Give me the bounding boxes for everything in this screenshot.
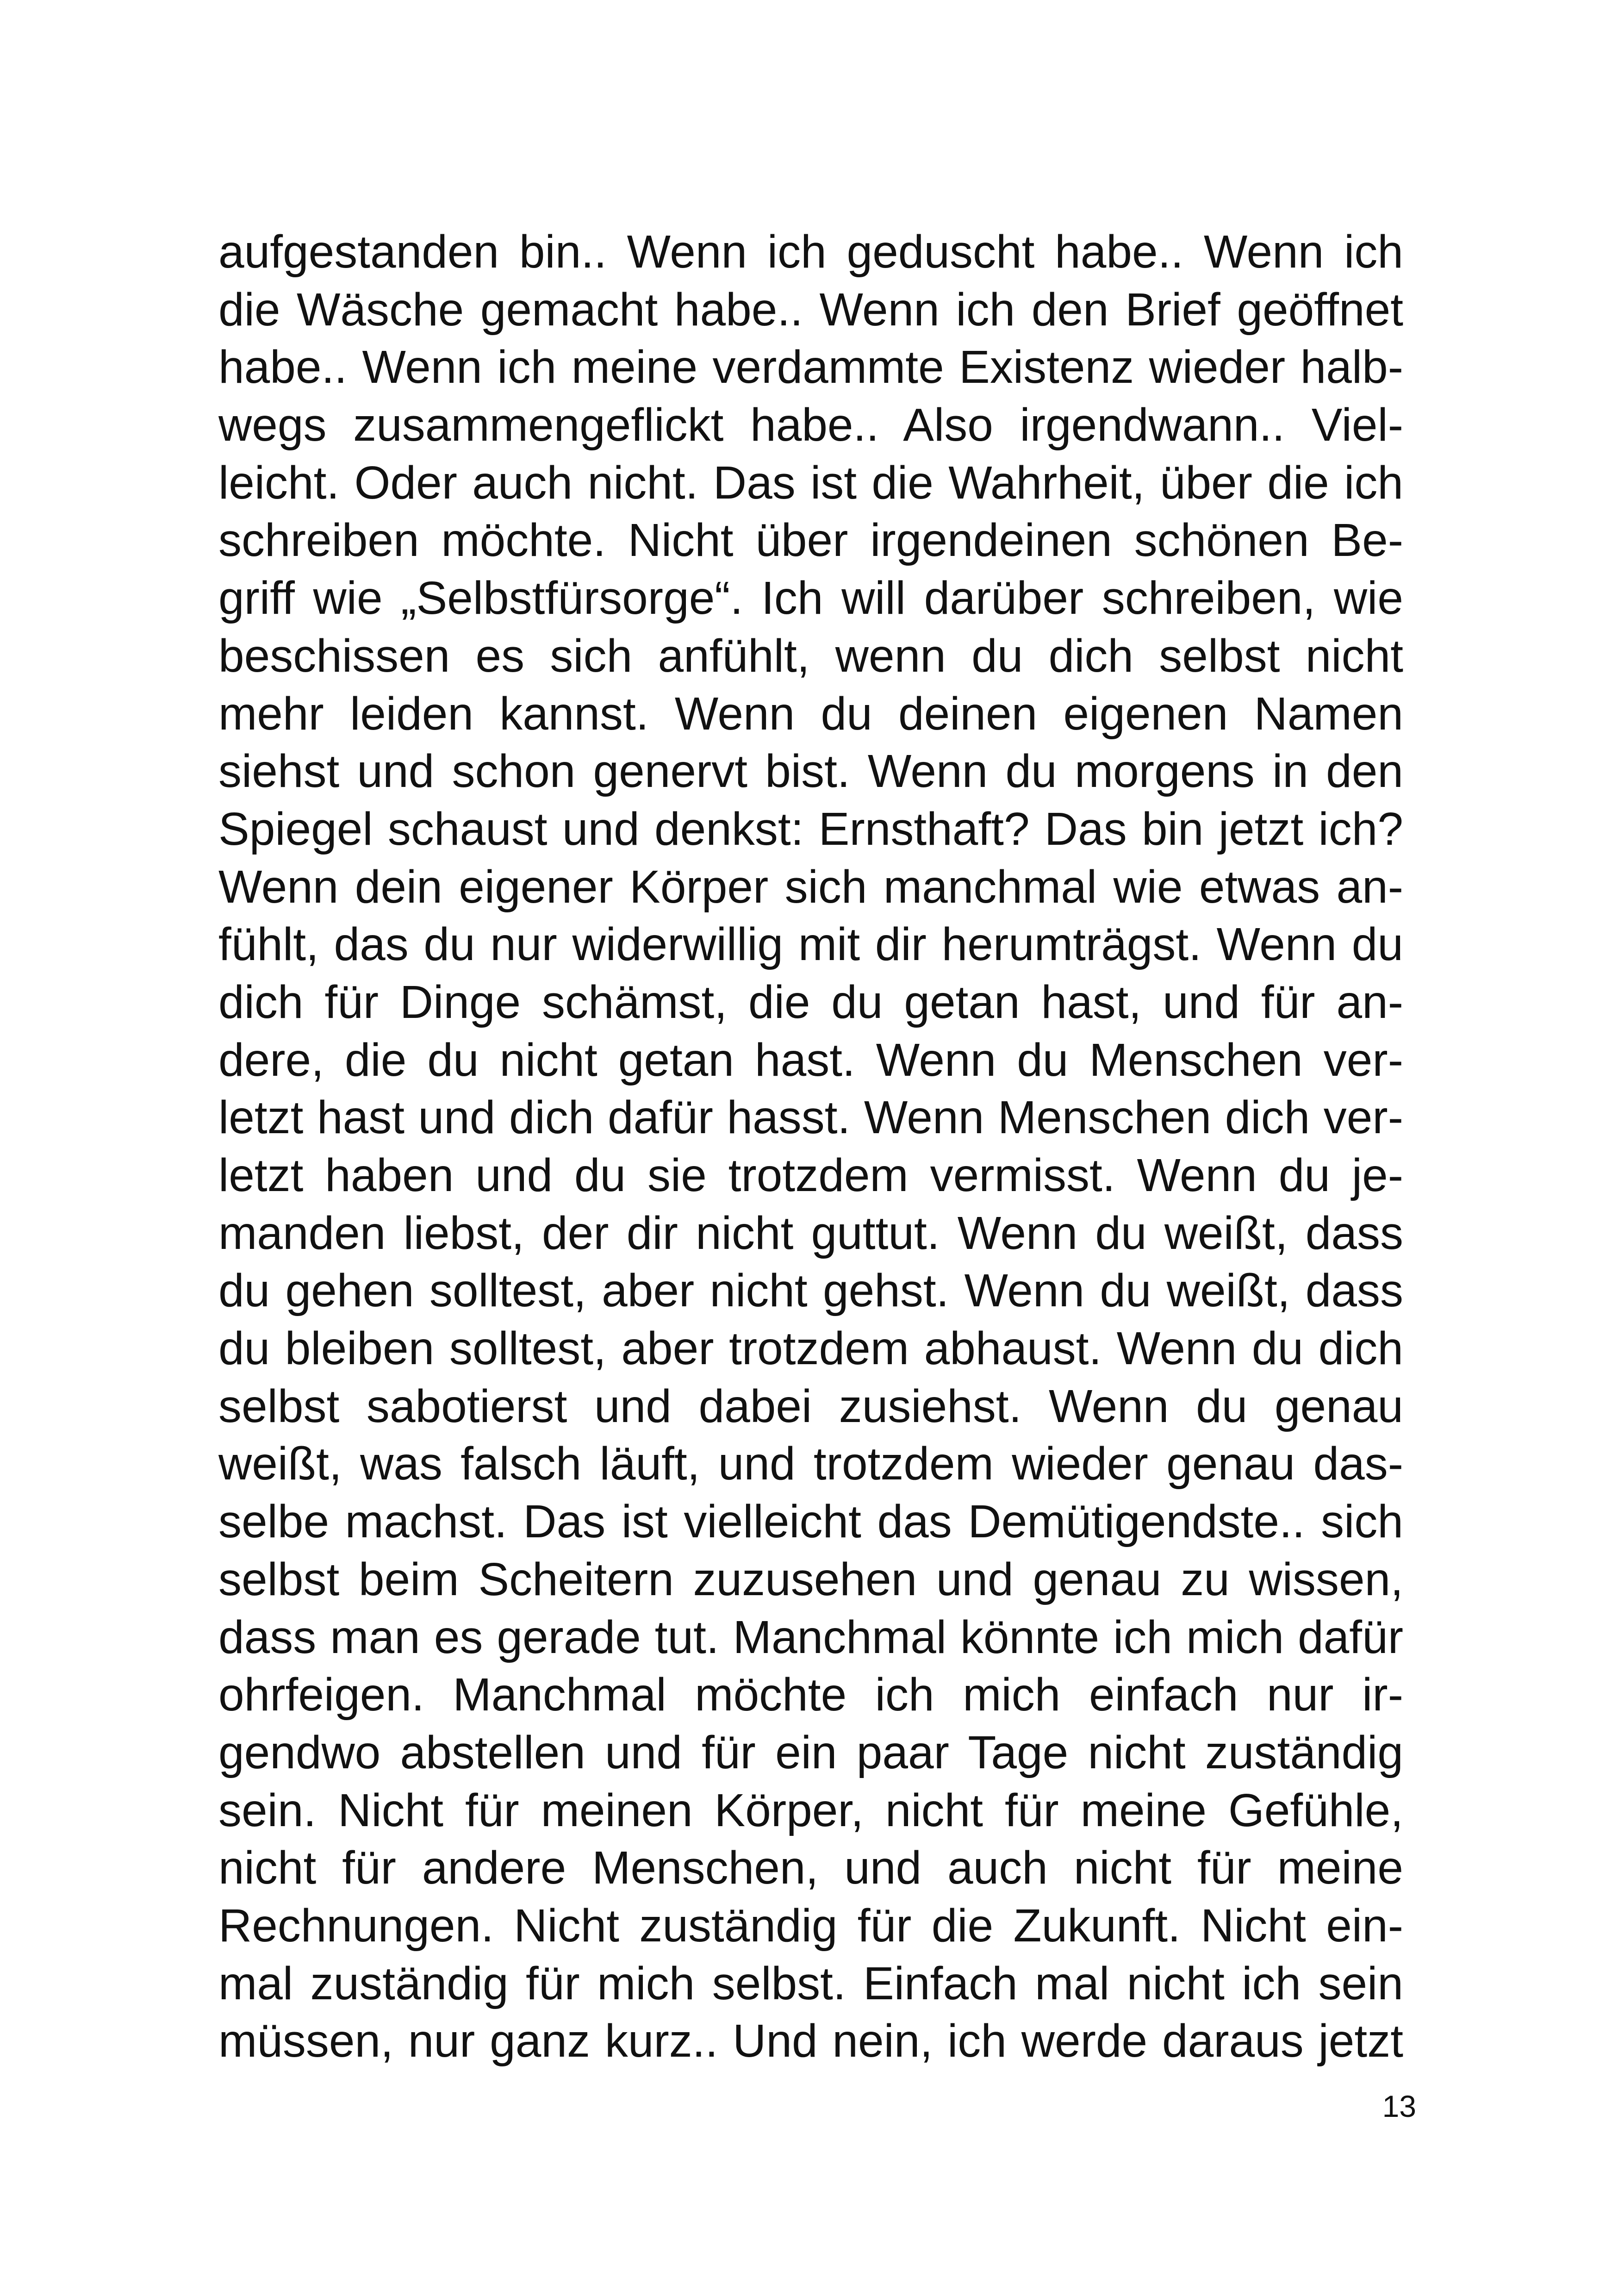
text-line: selbe machst. Das ist vielleicht das Demütigendste.. sich xyxy=(218,1496,1403,1548)
text-line: dass man es gerade tut. Manchmal könnte ich mich dafür xyxy=(218,1611,1403,1663)
text-line: gendwo abstellen und für ein paar Tage nicht zuständig xyxy=(218,1726,1403,1778)
text-line: beschissen es sich anfühlt, wenn du dich selbst nicht xyxy=(218,630,1403,682)
text-line: leicht. Oder auch nicht. Das ist die Wahrheit, über die ich xyxy=(218,456,1403,509)
text-line: letzt haben und du sie trotzdem vermisst. Wenn du je- xyxy=(218,1149,1403,1201)
text-line: dere, die du nicht getan hast. Wenn du Menschen ver- xyxy=(218,1034,1403,1086)
text-line: weißt, was falsch läuft, und trotzdem wieder genau das- xyxy=(218,1438,1403,1490)
text-line: griff wie „Selbstfürsorge“. Ich will darüber schreiben, wie xyxy=(218,572,1403,624)
text-line: mal zuständig für mich selbst. Einfach mal nicht ich sein xyxy=(218,1957,1403,2009)
text-line: mehr leiden kannst. Wenn du deinen eigenen Namen xyxy=(218,687,1403,740)
text-line: müssen, nur ganz kurz.. Und nein, ich werde daraus jetzt xyxy=(218,2015,1403,2067)
text-line: selbst beim Scheitern zuzusehen und genau zu wissen, xyxy=(218,1553,1403,1605)
text-line: fühlt, das du nur widerwillig mit dir herumträgst. Wenn du xyxy=(218,918,1403,971)
page-number: 13 xyxy=(1382,2089,1416,2123)
text-line: aufgestanden bin.. Wenn ich geduscht habe.. Wenn ich xyxy=(218,226,1403,278)
text-line: manden liebst, der dir nicht guttut. Wenn du weißt, dass xyxy=(218,1207,1403,1259)
text-line: selbst sabotierst und dabei zusiehst. Wenn du genau xyxy=(218,1380,1403,1432)
text-line: ohrfeigen. Manchmal möchte ich mich einfach nur ir- xyxy=(218,1669,1403,1721)
text-line: dich für Dinge schämst, die du getan hast, und für an- xyxy=(218,976,1403,1028)
text-line: du bleiben solltest, aber trotzdem abhaust. Wenn du dich xyxy=(218,1323,1403,1375)
text-line: wegs zusammengeflickt habe.. Also irgendwann.. Viel- xyxy=(218,399,1403,451)
text-line: du gehen solltest, aber nicht gehst. Wenn du weißt, dass xyxy=(218,1265,1403,1317)
text-line: Rechnungen. Nicht zuständig für die Zukunft. Nicht ein- xyxy=(218,1899,1403,1952)
text-line: sein. Nicht für meinen Körper, nicht für meine Gefühle, xyxy=(218,1784,1403,1836)
text-line: Wenn dein eigener Körper sich manchmal wie etwas an- xyxy=(218,861,1403,913)
text-line: die Wäsche gemacht habe.. Wenn ich den Brief geöffnet xyxy=(218,283,1403,336)
text-line: letzt hast und dich dafür hasst. Wenn Menschen dich ver- xyxy=(218,1092,1403,1144)
text-line: schreiben möchte. Nicht über irgendeinen schönen Be- xyxy=(218,514,1403,567)
text-line: Spiegel schaust und denkst: Ernsthaft? Das bin jetzt ich? xyxy=(218,803,1403,855)
body-text xyxy=(218,223,1403,2070)
text-line: siehst und schon genervt bist. Wenn du morgens in den xyxy=(218,745,1403,798)
text-line: nicht für andere Menschen, und auch nicht für meine xyxy=(218,1842,1403,1894)
text-line: habe.. Wenn ich meine verdammte Existenz wieder halb- xyxy=(218,341,1403,393)
